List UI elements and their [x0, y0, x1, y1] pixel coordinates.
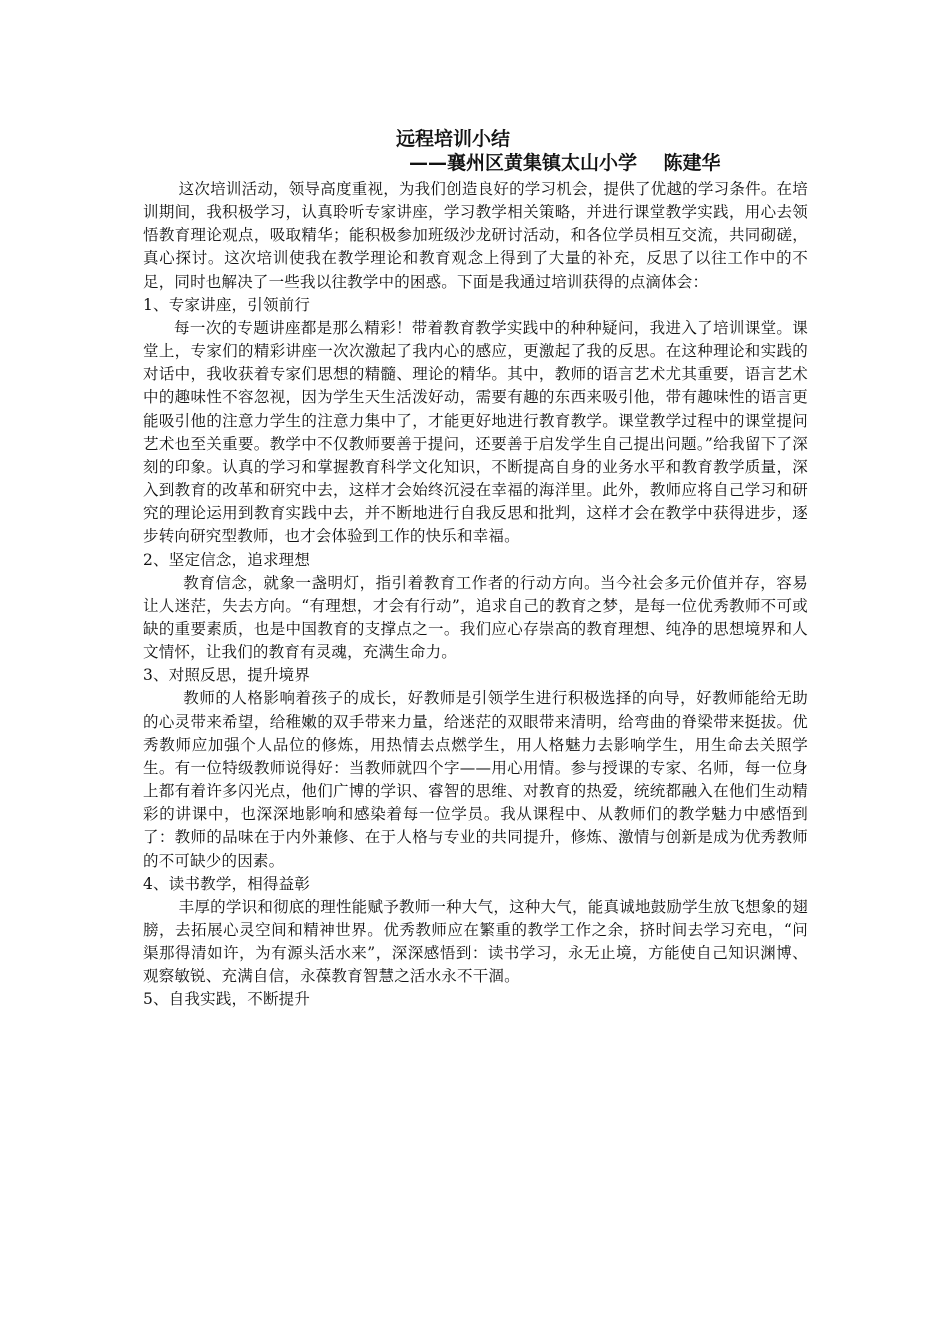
- section-body-2: 教育信念，就象一盏明灯，指引着教育工作者的行动方向。当今社会多元价值并存，容易让人迷茫，失去方向。“有理想，才会有行动”，追求自己的教育之梦，是每一位优秀教师不可或缺的重要素质，也是中国教育的支撑点之一。我们应心存崇高的教育理想、纯净的思想境界和人文情怀，让我们的教育有灵魂，充满生命力。: [143, 573, 808, 662]
- section-heading-3: 3、对照反思，提升境界: [143, 666, 311, 685]
- section-heading-4: 4、读书教学，相得益彰: [143, 874, 311, 893]
- section-heading-5: 5、自我实践，不断提升: [143, 990, 311, 1009]
- document-title: 远程培训小结: [396, 128, 511, 150]
- intro-paragraph: 这次培训活动，领导高度重视，为我们创造良好的学习机会，提供了优越的学习条件。在培训期间，我积极学习，认真聆听专家讲座，学习教学相关策略，并进行课堂教学实践，用心去领悟教育理论观点，吸取精华；能积极参加班级沙龙研讨活动，和各位学员相互交流，共同砌磋，真心探讨。这次培训使我在教学理论和教育观念上得到了大量的补充，反思了以往工作中的不足，同时也解决了一些我以往教学中的困惑。下面是我通过培训获得的点滴体会：: [143, 180, 808, 291]
- section-heading-2: 2、坚定信念，追求理想: [143, 550, 311, 569]
- section-body-3: 教师的人格影响着孩子的成长，好教师是引领学生进行积极选择的向导，好教师能给无助的心灵带来希望，给稚嫩的双手带来力量，给迷茫的双眼带来清明，给弯曲的脊梁带来挺拔。优秀教师应加强个人品位的修炼，用热情去点燃学生，用人格魅力去影响学生，用生命去关照学生。有一位特级教师说得好：当教师就四个字——用心用情。参与授课的专家、名师，每一位身上都有着许多闪光点，他们广博的学识、睿智的思维、对教育的热爱，统统都融入在他们生动精彩的讲课中，也深深地影响和感染着每一位学员。我从课程中、从教师们的教学魅力中感悟到了：教师的品味在于内外兼修、在于人格与专业的共同提升，修炼、激情与创新是成为优秀教师的不可缺少的因素。: [143, 689, 808, 870]
- document-subtitle: ——襄州区黄集镇太山小学 陈建华: [409, 152, 721, 174]
- section-body-4: 丰厚的学识和彻底的理性能赋予教师一种大气，这种大气，能真诚地鼓励学生放飞想象的翅膀，去拓展心灵空间和精神世界。优秀教师应在繁重的教学工作之余，挤时间去学习充电，“问渠那得清如许，为有源头活水来”，深深感悟到：读书学习，永无止境，方能使自己知识渊博、观察敏锐、充满自信，永葆教育智慧之活水永不干涸。: [143, 897, 808, 986]
- document-content: [143, 126, 808, 1012]
- section-heading-1: 1、专家讲座，引领前行: [143, 295, 311, 314]
- section-body-1: 每一次的专题讲座都是那么精彩！带着教育教学实践中的种种疑问，我进入了培训课堂。课堂上，专家们的精彩讲座一次次激起了我内心的感应，更激起了我的反思。在这种理论和实践的对话中，我收获着专家们思想的精髓、理论的精华。其中，教师的语言艺术尤其重要，语言艺术中的趣味性不容忽视，因为学生天生活泼好动，需要有趣的东西来吸引他，带有趣味性的语言更能吸引他的注意力学生的注意力集中了，才能更好地进行教育教学。课堂教学过程中的课堂提问艺术也至关重要。教学中不仅教师要善于提问，还要善于启发学生自己提出问题。”给我留下了深刻的印象。认真的学习和掌握教育科学文化知识，不断提高自身的业务水平和教育教学质量，深入到教育的改革和研究中去，这样才会始终沉浸在幸福的海洋里。此外，教师应将自己学习和研究的理论运用到教育实践中去，并不断地进行自我反思和批判，这样才会在教学中获得进步，逐步转向研究型教师，也才会体验到工作的快乐和幸福。: [143, 318, 808, 546]
